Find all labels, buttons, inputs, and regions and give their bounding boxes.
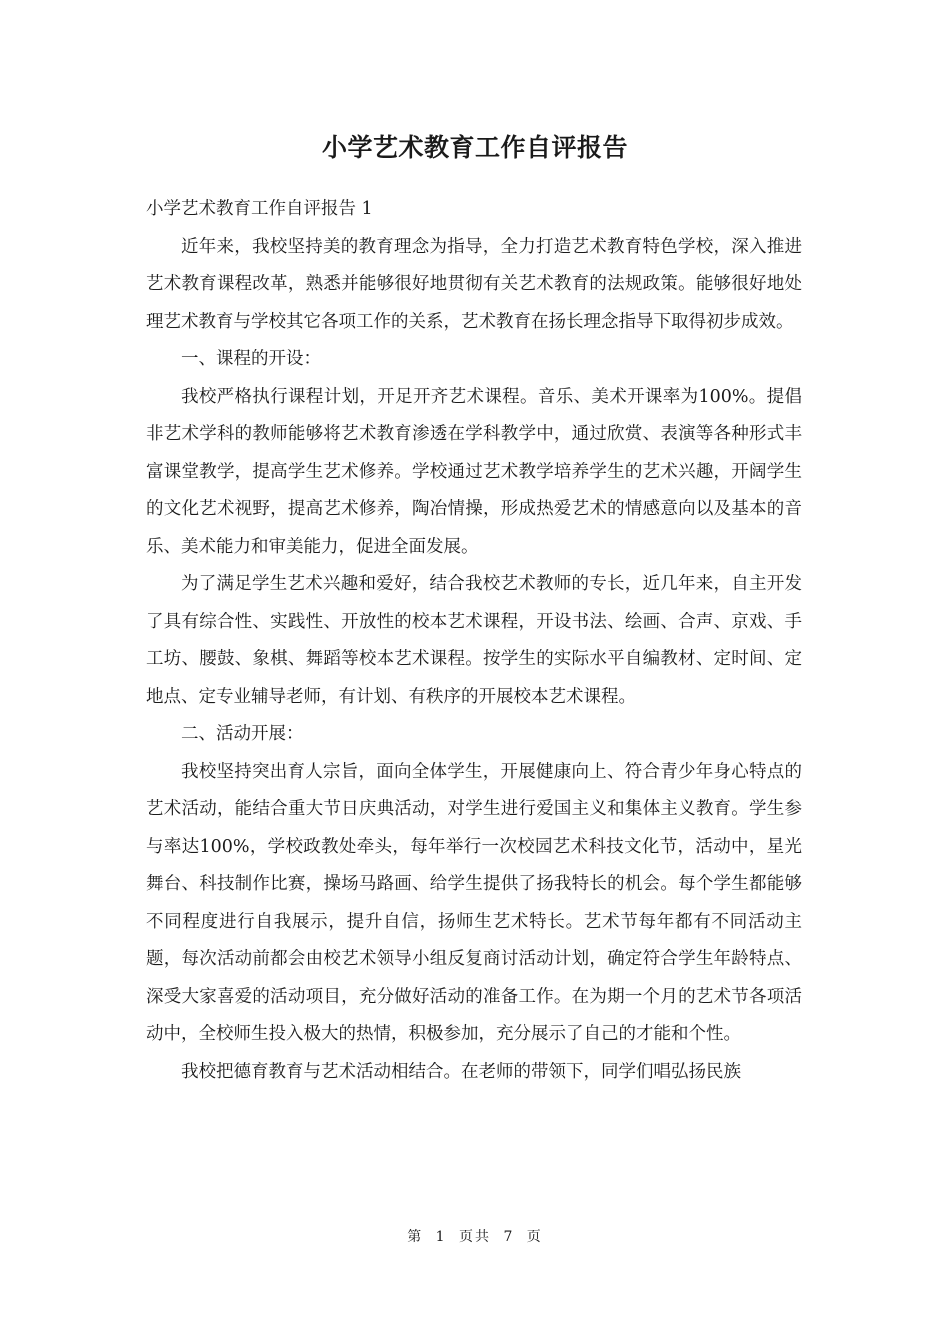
document-subtitle: 小学艺术教育工作自评报告 1 <box>146 199 373 219</box>
paragraph-moral-education: 我校把德育教育与艺术活动相结合。在老师的带领下，同学们唱弘扬民族 <box>181 1061 741 1082</box>
paragraph-activities: 我校坚持突出育人宗旨，面向全体学生，开展健康向上、符合青少年身心特点的艺术活动，能结合重大节日庆典活动，对学生进行爱国主义和集体主义教育。学生参与率达100%，学校政教处牵头，每年举行一次校园艺术科技文化节，活动中，星光舞台、科技制作比赛，操场马路画、给学生提供了扬我特长的机会。每个学生都能够不同程度进行自我展示，提升自信，扬师生艺术特长。艺术节每年都有不同活动主题，每次活动前都会由校艺术领导小组反复商讨活动计划，确定符合学生年龄特点、深受大家喜爱的活动项目，充分做好活动的准备工作。在为期一个月的艺术节各项活动中，全校师生投入极大的热情，积极参加，充分展示了自己的才能和个性。 <box>146 761 802 1044</box>
document-title: 小学艺术教育工作自评报告 <box>321 133 628 162</box>
section-heading-activities: 二、活动开展： <box>181 724 304 744</box>
paragraph-intro: 近年来，我校坚持美的教育理念为指导，全力打造艺术教育特色学校，深入推进艺术教育课程改革，熟悉并能够很好地贯彻有关艺术教育的法规政策。能够很好地处理艺术教育与学校其它各项工作的关系，艺术教育在扬长理念指导下取得初步成效。 <box>146 236 802 332</box>
section-heading-courses: 一、课程的开设： <box>181 349 321 369</box>
document-body <box>146 191 802 1091</box>
paragraph-school-courses: 为了满足学生艺术兴趣和爱好，结合我校艺术教师的专长，近几年来，自主开发了具有综合性、实践性、开放性的校本艺术课程，开设书法、绘画、合声、京戏、手工坊、腰鼓、象棋、舞蹈等校本艺术课程。按学生的实际水平自编教材、定时间、定地点、定专业辅导老师，有计划、有秩序的开展校本艺术课程。 <box>146 574 802 707</box>
page-footer: 第 1 页共 7 页 <box>407 1229 543 1245</box>
paragraph-courses: 我校严格执行课程计划，开足开齐艺术课程。音乐、美术开课率为100%。提倡非艺术学科的教师能够将艺术教育渗透在学科教学中，通过欣赏、表演等各种形式丰富课堂教学，提高学生艺术修养。学校通过艺术教学培养学生的艺术兴趣，开阔学生的文化艺术视野，提高艺术修养，陶冶情操，形成热爱艺术的情感意向以及基本的音乐、美术能力和审美能力，促进全面发展。 <box>146 386 802 557</box>
